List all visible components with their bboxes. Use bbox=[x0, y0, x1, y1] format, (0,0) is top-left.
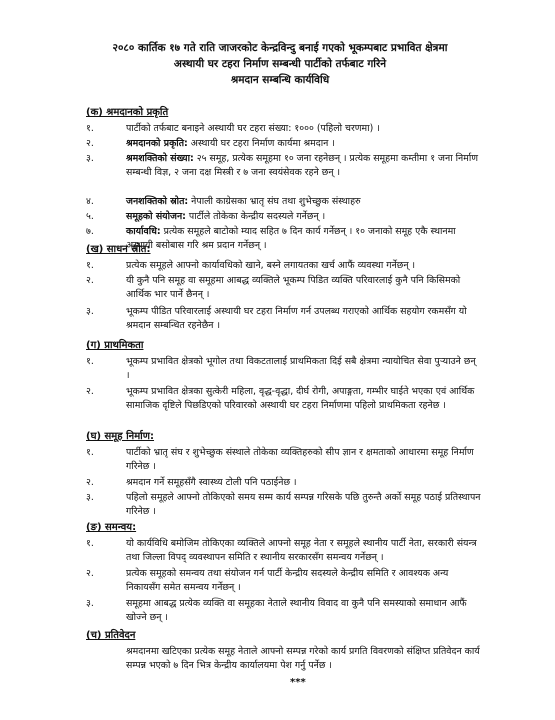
item-label: समूहको संयोजन: bbox=[126, 211, 186, 222]
item-text: पार्टीको तर्फबाट बनाइने अस्थायी घर टहरा संख्या: १००० (पहिलो चरणमा) । bbox=[126, 123, 380, 134]
report-paragraph: श्रमदानमा खटिएका प्रत्येक समूह नेताले आफ्नो सम्पन्न गरेको कार्य प्रगति विवरणको संक्षिप्त प्रतिवेदन कार्य सम्पन्न भएको ७ दिन भित्र केन्द्रीय कार्यालयमा पेश गर्नु पर्नेछ । bbox=[126, 646, 480, 672]
item-number: १. bbox=[86, 538, 94, 549]
section-cha-heading: (च) प्रतिवेदन bbox=[86, 630, 136, 641]
item-number: २. bbox=[86, 138, 94, 149]
item-number: २. bbox=[86, 477, 94, 488]
item-text: यो कार्यविधि बमोजिम तोकिएका व्यक्तिले आफ्नो समूह नेता र समूहले स्थानीय पार्टी नेता, सरकारी संयन्त्र तथा जिल्ला विपद् व्यवस्थापन समिति र स्थानीय सरकारसँग समन्वय गर्नेछन् । bbox=[126, 538, 477, 564]
item-number: २. bbox=[86, 275, 94, 286]
item-label: श्रमदानको प्रकृति: bbox=[126, 138, 188, 149]
item-number: १. bbox=[86, 260, 94, 271]
item-text bbox=[126, 195, 481, 209]
item-text: भूकम्प प्रभावित क्षेत्रका सुत्केरी महिला, वृद्ध-वृद्धा, दीर्घ रोगी, अपाङ्गता, गम्भीर घाईते भएका एवं आर्थिक सामाजिक दृष्टिले पिछडिएको परिवारको अस्थायी घर टहरा निर्माणमा पहिलो प्राथमिकता रहनेछ । bbox=[126, 386, 475, 412]
item-number: ५. bbox=[86, 211, 94, 222]
item-number: ३. bbox=[86, 306, 94, 317]
item-label: कार्यावधि: bbox=[126, 226, 161, 237]
section-kha-heading: (ख) साधन स्रोत: bbox=[86, 244, 151, 255]
item-text bbox=[126, 137, 481, 151]
section-nga-heading: (ङ) समन्वय: bbox=[86, 522, 137, 533]
item-label: श्रमशक्तिको संख्या: bbox=[126, 153, 194, 164]
doc-title-line-3: श्रमदान सम्बन्धि कार्यविधि bbox=[230, 74, 330, 86]
item-text: भूकम्प प्रभावित क्षेत्रको भूगोल तथा विकटतालाई प्राथमिकता दिई सबै क्षेत्रमा न्यायोचित सेवा पुऱ्याउने छन् । bbox=[126, 356, 476, 382]
section-ga-heading: (ग) प्राथमिकता bbox=[86, 340, 144, 351]
doc-title-line-2: अस्थायी घर टहरा निर्माण सम्बन्धी पार्टीको तर्फबाट गरिने bbox=[173, 58, 387, 70]
item-text: यी कुनै पनि समूह वा समूहमा आबद्ध व्यक्तिले भूकम्प पिडित व्यक्ति परिवारलाई कुनै पनि किसिमको आर्थिक भार पार्ने छैनन् । bbox=[126, 275, 461, 301]
item-text: प्रत्येक समूहले आफ्नो कार्यावधिको खाने, बस्ने लगायतका खर्च आफैं व्यवस्था गर्नेछन् । bbox=[126, 260, 416, 271]
item-text: पहिलो समूहले आफ्नो तोकिएको समय सम्म कार्य सम्पन्न गरिसके पछि तुरुन्तै अर्को समूह पठाई प्रतिस्थापन गरिनेछ । bbox=[126, 492, 481, 518]
item-body: २५ समूह, प्रत्येक समूहमा १० जना रहनेछन् । प्रत्येक समूहमा कम्तीमा १ जना निर्माण सम्बन्धी विज्ञ, २ जना दक्ष मिस्त्री र ७ जना स्वयंसेवक रहने छन् । bbox=[126, 153, 479, 179]
item-number: २. bbox=[86, 386, 94, 397]
item-number: २. bbox=[86, 568, 94, 579]
item-number: ३. bbox=[86, 492, 94, 503]
item-text: पार्टीको भ्रातृ संघ र शुभेच्छुक संस्थाले तोकेका व्यक्तिहरुको सीप ज्ञान र क्षमताको आधारमा समूह निर्माण गरिनेछ । bbox=[126, 447, 474, 473]
item-text bbox=[126, 210, 481, 224]
item-body: प्रत्येक समूहले बाटोको म्याद सहित ७ दिन कार्य गर्नेछन् । १० जनाको समूह एकै स्थानमा अस्थायी बसोबास गरि श्रम प्रदान गर्नेछन् । bbox=[126, 226, 456, 252]
item-number: ३. bbox=[86, 598, 94, 609]
item-number: १. bbox=[86, 447, 94, 458]
item-number: ४. bbox=[86, 196, 94, 207]
item-text: भूकम्प पीडित परिवारलाई अस्थायी घर टहरा निर्माण गर्न उपलब्ध गराएको आर्थिक सहयोग रकमसँग यो श्रमदान सम्बन्धित रहनेछैन । bbox=[126, 306, 467, 332]
doc-title-line-1: २०८० कार्तिक १७ गते राति जाजरकोट केन्द्रविन्दु बनाई गएको भूकम्पबाट प्रभावित क्षेत्रमा bbox=[112, 42, 448, 54]
item-body: नेपाली काग्रेसका भ्रातृ संघ तथा शुभेच्छुक संस्थाहरु bbox=[188, 196, 361, 207]
item-body: पार्टीले तोकेका केन्द्रीय सदस्यले गर्नेछन् । bbox=[185, 211, 326, 222]
end-mark: *** bbox=[290, 677, 306, 688]
item-text bbox=[126, 152, 481, 181]
item-number: १. bbox=[86, 356, 94, 367]
section-ka-heading: (क) श्रमदानको प्रकृति bbox=[86, 107, 169, 118]
item-text bbox=[126, 225, 481, 254]
item-text: समूहमा आबद्ध प्रत्येक व्यक्ति वा समूहका नेताले स्थानीय विवाद वा कुनै पनि समस्याको समाधान आफैं खोज्ने छन् । bbox=[126, 598, 467, 624]
item-number: १. bbox=[86, 123, 94, 134]
item-number: ७. bbox=[86, 226, 94, 237]
item-text: प्रत्येक समूहको समन्वय तथा संयोजन गर्न पार्टी केन्द्रीय सदस्यले केन्द्रीय समिति र आवश्यक अन्य निकायसँग समेत समन्वय गर्नेछन् । bbox=[126, 568, 449, 594]
item-text: श्रमदान गर्ने समूहसँगै स्वास्थ्य टोली पनि पठाईनेछ । bbox=[126, 477, 297, 488]
section-gha-heading: (घ) समूह निर्माण: bbox=[86, 431, 155, 442]
item-number: ३. bbox=[86, 153, 94, 164]
item-label: जनशक्तिको स्रोत: bbox=[126, 196, 189, 207]
item-body: अस्थायी घर टहरा निर्माण कार्यमा श्रमदान । bbox=[187, 138, 335, 149]
